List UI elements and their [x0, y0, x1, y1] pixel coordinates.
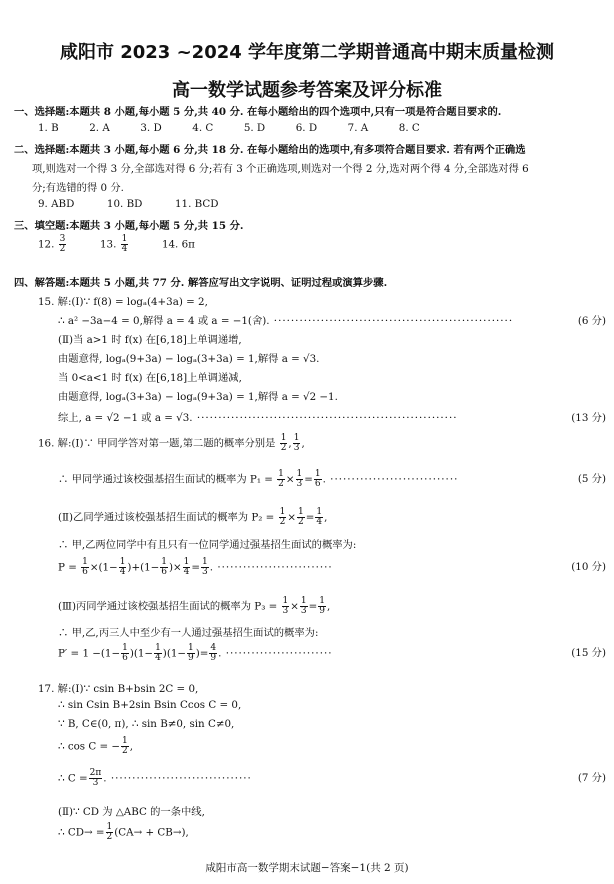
page-footer: 咸阳市高一数学期末试题−答案−1(共 2 页)	[205, 862, 409, 874]
score-5: (5 分)	[577, 473, 606, 485]
q15-line1: 15. 解:(Ⅰ)∵ f(8) = logₐ(4+3a) = 2,	[38, 296, 208, 308]
q15-line2: ∴ a² −3a−4 = 0,解得 a = 4 或 a = −1(舍). ························································ (6 分)	[58, 312, 606, 327]
answer-6: 6. D	[295, 122, 318, 134]
section1-heading: 一、选择题:本题共 8 小题,每小题 5 分,共 40 分. 在每小题给出的四个选项中,只有一项是符合题目要求的.	[14, 106, 502, 118]
answer-8: 8. C	[398, 122, 420, 134]
answer-3: 3. D	[140, 122, 162, 134]
answer-1: 1. B	[38, 122, 59, 134]
score-15: (15 分)	[571, 647, 606, 659]
q16-line3: (Ⅱ)乙同学通过该校强基招生面试的概率为 P₂ = $\frac{1}{2}$ × $\frac{1}{2}$ = $\frac{1}{4}$ ,	[58, 507, 328, 527]
section2-heading-1: 二、选择题:本题共 3 小题,每小题 6 分,共 18 分. 在每小题给出的选项中,有多项符合题目要求. 若有两个正确选	[14, 144, 526, 156]
q16-line6: (Ⅲ)丙同学通过该校强基招生面试的概率为 P₃ = $\frac{1}{3}$ × $\frac{1}{3}$ = $\frac{1}{9}$ ,	[58, 596, 331, 616]
q15-line7: 综上, a = √2 −1 或 a = √3. ····························································· (13 分)	[58, 409, 606, 424]
document-subtitle: 高一数学试题参考答案及评分标准	[172, 80, 442, 101]
q17-line4: ∴ cos C = − $\frac{1}{2}$ ,	[58, 736, 134, 756]
answer-5: 5. D	[243, 122, 266, 134]
q15-line3: (Ⅱ)当 a>1 时 f(x) 在[6,18]上单调递增,	[58, 334, 242, 346]
q16-line8: P′ = 1 −(1− $\frac{1}{6}$ )(1− $\frac{1}{4}$ )(1− $\frac{1}{9}$ )= $\frac{4}{9}$ . ························· (15 分)	[58, 643, 606, 663]
answer-9: 9. ABD	[38, 198, 75, 210]
answer-4: 4. C	[192, 122, 214, 134]
section3-answers: 12. $\frac{3}{2}$ 13. $\frac{1}{4}$ 14. 6π	[38, 234, 195, 254]
answer-10: 10. BD	[106, 198, 143, 210]
answer-7: 7. A	[347, 122, 369, 134]
q17-line6: (Ⅱ)∵ CD 为 △ABC 的一条中线,	[58, 806, 205, 818]
section1-answers	[38, 122, 420, 134]
answer-12-fraction: $\frac{3}{2}$	[59, 234, 66, 254]
section3-heading: 三、填空题:本题共 3 小题,每小题 5 分,共 15 分.	[14, 220, 244, 232]
q15-line6: 由题意得, logₐ(3+3a) − logₐ(9+3a) = 1,解得 a = √2 −1.	[58, 391, 338, 403]
score-10: (10 分)	[571, 561, 606, 573]
q17-line2: ∴ sin Csin B+2sin Bsin Ccos C = 0,	[58, 699, 242, 711]
answer-14: 14. 6π	[161, 238, 195, 251]
section2-answers	[38, 198, 219, 210]
q16-line2: ∴ 甲同学通过该校强基招生面试的概率为 P₁ = $\frac{1}{2}$ × $\frac{1}{3}$ = $\frac{1}{6}$ . ······························ (5 分)	[58, 469, 606, 489]
q17-line5: ∴ C = $\frac{2\pi}{3}$ . ································· (7 分)	[58, 768, 606, 788]
section2-heading-3: 分;有选错的得 0 分.	[32, 182, 124, 194]
section4-heading: 四、解答题:本题共 5 小题,共 77 分. 解答应写出文字说明、证明过程或演算步骤.	[14, 277, 388, 289]
q17-line3: ∵ B, C∈(0, π), ∴ sin B≠0, sin C≠0,	[58, 718, 235, 730]
score-13: (13 分)	[571, 412, 606, 424]
q15-line5: 当 0<a<1 时 f(x) 在[6,18]上单调递减,	[58, 372, 242, 384]
q17-line1: 17. 解:(Ⅰ)∵ csin B+bsin 2C = 0,	[38, 683, 199, 695]
q17-line7: ∴ CD→ = $\frac{1}{2}$ (CA→ + CB→),	[58, 822, 189, 842]
score-6: (6 分)	[577, 315, 606, 327]
q16-line5: P = $\frac{1}{6}$ ×(1− $\frac{1}{4}$ )+(1− $\frac{1}{6}$ )× $\frac{1}{4}$ = $\frac{1}{3}$ . ··························· (10 分)	[58, 557, 606, 577]
q16-line1: 16. 解:(Ⅰ)∵ 甲同学答对第一题,第二题的概率分别是 $\frac{1}{2}$ , $\frac{1}{3}$ ,	[38, 433, 305, 453]
q16-line7: ∴ 甲,乙,丙三人中至少有一人通过强基招生面试的概率为:	[58, 627, 319, 639]
q15-line4: 由题意得, logₐ(9+3a) − logₐ(3+3a) = 1,解得 a = √3.	[58, 353, 320, 365]
q16-line4: ∴ 甲,乙两位同学中有且只有一位同学通过强基招生面试的概率为:	[58, 539, 357, 551]
score-7: (7 分)	[577, 772, 606, 784]
answer-2: 2. A	[89, 122, 110, 134]
answer-11: 11. BCD	[174, 198, 219, 210]
document-title: 咸阳市 2023 ~2024 学年度第二学期普通高中期末质量检测	[59, 42, 555, 63]
section2-heading-2: 项,则选对一个得 3 分,全部选对得 6 分;若有 3 个正确选项,则选对一个得 2 分,选对两个得 4 分,全部选对得 6	[32, 163, 529, 175]
answer-13-fraction: $\frac{1}{4}$	[121, 234, 128, 254]
